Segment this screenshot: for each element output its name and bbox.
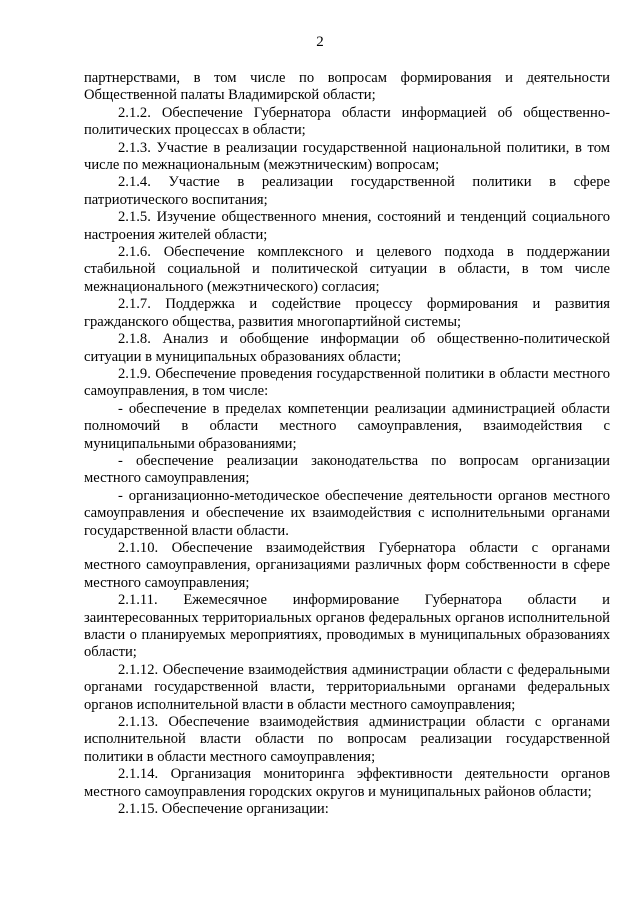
- paragraph-2-1-11: 2.1.11. Ежемесячное информирование Губернатора области и заинтересованных территориальных органов федеральных органов исполнительной власти о планируемых мероприятиях, проводимых в муниципальных образованиях области;: [84, 592, 610, 661]
- list-item-dash: - организационно-методическое обеспечение деятельности органов местного самоуправления и обеспечение их взаимодействия с исполнительными органами государственной власти области.: [84, 487, 610, 539]
- paragraph-2-1-5: 2.1.5. Изучение общественного мнения, состояний и тенденций социального настроения жителей области;: [84, 209, 610, 243]
- paragraph-2-1-9: 2.1.9. Обеспечение проведения государственной политики в области местного самоуправления, в том числе:: [84, 365, 610, 400]
- paragraph-2-1-3: 2.1.3. Участие в реализации государственной национальной политики, в том числе по межнациональным (межэтническим) вопросам;: [84, 139, 610, 174]
- list-item-dash: - обеспечение в пределах компетенции реализации администрацией области полномочий в области местного самоуправления, взаимодействия с муниципальными образованиями;: [84, 400, 610, 452]
- paragraph-2-1-10: 2.1.10. Обеспечение взаимодействия Губернатора области с органами местного самоуправления, организациями различных форм собственности в сфере местного самоуправления;: [84, 539, 610, 591]
- paragraph-2-1-7: 2.1.7. Поддержка и содействие процессу формирования и развития гражданского общества, развития многопартийной системы;: [84, 296, 610, 330]
- paragraph-2-1-15: 2.1.15. Обеспечение организации:: [118, 801, 329, 818]
- paragraph-2-1-6: 2.1.6. Обеспечение комплексного и целевого подхода в поддержании стабильной социальной и политической ситуации в области, в том числе межнационального (межэтнического) согласия;: [84, 244, 610, 295]
- list-item-dash: - обеспечение реализации законодательства по вопросам организации местного самоуправления;: [84, 452, 610, 487]
- paragraph-2-1-8: 2.1.8. Анализ и обобщение информации об общественно-политической ситуации в муниципальных образованиях области;: [84, 331, 610, 365]
- document-body: [84, 70, 610, 818]
- paragraph-2-1-4: 2.1.4. Участие в реализации государственной политики в сфере патриотического воспитания;: [84, 174, 610, 208]
- paragraph-2-1-2: 2.1.2. Обеспечение Губернатора области информацией об общественно-политических процессах в области;: [84, 104, 610, 139]
- paragraph-2-1-13: 2.1.13. Обеспечение взаимодействия администрации области с органами исполнительной власти области по вопросам реализации государственной политики в области местного самоуправления;: [84, 714, 610, 765]
- page-number: 2: [316, 34, 324, 50]
- paragraph-continuation: партнерствами, в том числе по вопросам формирования и деятельности Общественной палаты Владимирской области;: [84, 70, 610, 104]
- paragraph-2-1-14: 2.1.14. Организация мониторинга эффективности деятельности органов местного самоуправления городских округов и муниципальных районов области;: [84, 766, 610, 800]
- paragraph-2-1-12: 2.1.12. Обеспечение взаимодействия администрации области с федеральными органами государственной власти, территориальными органами федеральных органов исполнительной власти в области местного самоуправления;: [84, 661, 610, 713]
